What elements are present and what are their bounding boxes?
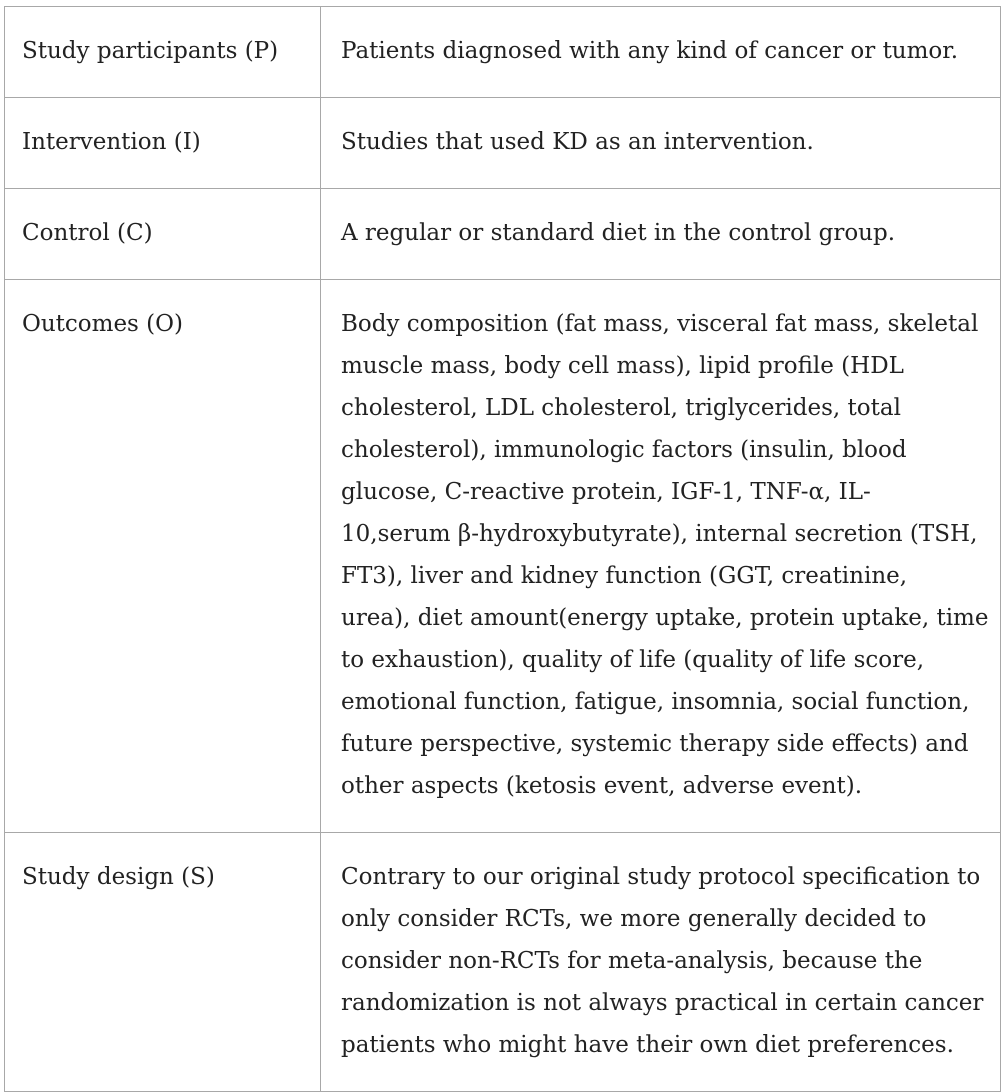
- row-description-cell: [321, 98, 1001, 189]
- row-label-cell: [5, 833, 321, 1092]
- description-line: randomization is not always practical in certain cancer: [341, 990, 984, 1016]
- description-line: A regular or standard diet in the control group.: [341, 220, 896, 246]
- row-label: Outcomes (O): [22, 311, 183, 337]
- description-line: to exhaustion), quality of life (quality of life score,: [341, 647, 925, 673]
- table-row-outcomes: [5, 280, 1001, 833]
- description-line: Patients diagnosed with any kind of cancer or tumor.: [341, 38, 959, 64]
- row-label-cell: [5, 98, 321, 189]
- description-line: 10,serum β-hydroxybutyrate), internal secretion (TSH,: [341, 521, 978, 547]
- description-line: future perspective, systemic therapy side effects) and: [341, 731, 969, 757]
- row-description-cell: [321, 7, 1001, 98]
- description-line: Studies that used KD as an intervention.: [341, 129, 814, 155]
- table-row-study-design: [5, 833, 1001, 1092]
- row-description: [321, 833, 1000, 1091]
- description-line: only consider RCTs, we more generally decided to: [341, 906, 927, 932]
- table-row-intervention: [5, 98, 1001, 189]
- row-label: Intervention (I): [22, 129, 201, 155]
- row-description-cell: [321, 833, 1001, 1092]
- description-line: patients who might have their own diet preferences.: [341, 1032, 954, 1058]
- description-line: urea), diet amount(energy uptake, protein uptake, time: [341, 605, 989, 631]
- description-line: Contrary to our original study protocol specification to: [341, 864, 981, 890]
- description-line: consider non-RCTs for meta-analysis, because the: [341, 948, 923, 974]
- description-line: cholesterol), immunologic factors (insulin, blood: [341, 437, 907, 463]
- description-line: glucose, C-reactive protein, IGF-1, TNF-α, IL-: [341, 479, 871, 505]
- row-label: Control (C): [22, 220, 153, 246]
- row-description: [321, 189, 1000, 279]
- row-label-cell: [5, 280, 321, 833]
- row-description: [321, 7, 1000, 97]
- row-label-cell: [5, 189, 321, 280]
- row-label: Study design (S): [22, 864, 215, 890]
- description-line: other aspects (ketosis event, adverse event).: [341, 773, 863, 799]
- row-description-cell: [321, 189, 1001, 280]
- description-line: emotional function, fatigue, insomnia, social function,: [341, 689, 970, 715]
- table-row-control: [5, 189, 1001, 280]
- row-description: [321, 280, 1000, 832]
- row-label: Study participants (P): [22, 38, 279, 64]
- description-line: muscle mass, body cell mass), lipid profile (HDL: [341, 353, 904, 379]
- table-row-participants: [5, 7, 1001, 98]
- row-label-cell: [5, 7, 321, 98]
- row-description: [321, 98, 1000, 188]
- description-line: Body composition (fat mass, visceral fat mass, skeletal: [341, 311, 979, 337]
- pico-criteria-table: [4, 6, 1001, 1092]
- row-description-cell: [321, 280, 1001, 833]
- description-line: FT3), liver and kidney function (GGT, creatinine,: [341, 563, 908, 589]
- description-line: cholesterol, LDL cholesterol, triglycerides, total: [341, 395, 901, 421]
